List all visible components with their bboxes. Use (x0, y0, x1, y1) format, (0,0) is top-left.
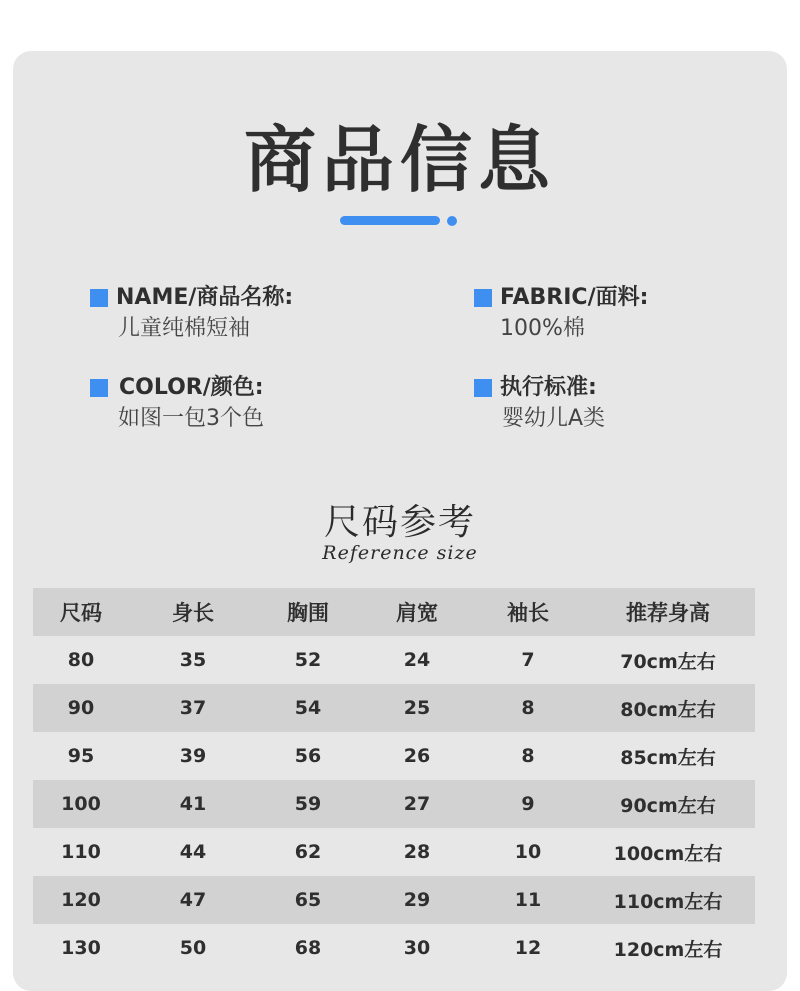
table-cell: 110 (61, 841, 101, 863)
table-cell: 29 (403, 889, 431, 911)
table-cell: 11 (514, 889, 542, 911)
table-cell: 54 (294, 697, 322, 719)
table-cell: 37 (179, 697, 207, 719)
info-standard-label: 执行标准: (500, 375, 597, 400)
table-cell: 90cm左右 (620, 794, 716, 817)
table-cell: 110cm左右 (613, 890, 723, 913)
column-header: 身长 (172, 601, 214, 625)
info-name-label: NAME/商品名称: (116, 285, 294, 310)
column-header: 肩宽 (396, 601, 438, 625)
table-cell: 12 (514, 937, 542, 959)
page-title: 商品信息 (243, 118, 556, 202)
square-bullet-icon (474, 379, 492, 397)
table-cell: 100cm左右 (613, 842, 723, 865)
table-cell: 9 (521, 793, 535, 815)
table-cell: 56 (294, 745, 322, 767)
title-underline-bar (340, 216, 440, 225)
table-row (33, 732, 755, 780)
table-cell: 26 (403, 745, 431, 767)
info-standard-value: 婴幼儿A类 (502, 406, 606, 431)
column-header: 袖长 (507, 601, 549, 625)
info-standard (474, 373, 605, 435)
table-cell: 35 (179, 649, 207, 671)
table-cell: 70cm左右 (620, 650, 716, 673)
table-cell: 62 (294, 841, 322, 863)
table-cell: 7 (521, 649, 535, 671)
table-cell: 80cm左右 (620, 698, 716, 721)
column-header: 胸围 (287, 601, 329, 625)
table-cell: 100 (61, 793, 101, 815)
size-reference-title: 尺码参考 (323, 502, 476, 543)
table-cell: 95 (67, 745, 95, 767)
info-color-label: COLOR/颜色: (119, 375, 264, 400)
info-color (90, 373, 264, 435)
table-cell: 85cm左右 (620, 746, 716, 769)
table-cell: 120 (61, 889, 101, 911)
table-cell: 24 (403, 649, 431, 671)
table-cell: 80 (67, 649, 95, 671)
title-underline-dot (447, 216, 457, 226)
table-row (33, 876, 755, 924)
column-header: 尺码 (60, 601, 102, 625)
table-cell: 39 (179, 745, 207, 767)
table-cell: 10 (514, 841, 542, 863)
table-cell: 41 (179, 793, 207, 815)
table-cell: 120cm左右 (613, 938, 723, 961)
table-cell: 25 (403, 697, 431, 719)
info-name (90, 283, 293, 345)
table-cell: 27 (403, 793, 431, 815)
table-cell: 28 (403, 841, 431, 863)
table-cell: 65 (294, 889, 322, 911)
table-cell: 68 (294, 937, 322, 959)
table-cell: 90 (67, 697, 95, 719)
table-cell: 8 (521, 745, 535, 767)
size-table (33, 588, 755, 972)
info-fabric-value: 100%棉 (500, 316, 585, 341)
table-cell: 52 (294, 649, 322, 671)
size-reference-subtitle: Reference size (322, 542, 478, 564)
info-color-value: 如图一包3个色 (118, 406, 264, 431)
table-cell: 50 (179, 937, 207, 959)
table-row (33, 828, 755, 876)
table-cell: 59 (294, 793, 322, 815)
info-name-value: 儿童纯棉短袖 (118, 316, 251, 341)
info-fabric-label: FABRIC/面料: (500, 285, 649, 310)
table-cell: 47 (179, 889, 207, 911)
table-row (33, 924, 755, 972)
table-cell: 44 (179, 841, 207, 863)
table-header-row (33, 588, 755, 636)
info-fabric (474, 283, 648, 345)
table-row (33, 684, 755, 732)
table-cell: 30 (403, 937, 431, 959)
table-row (33, 636, 755, 684)
column-header: 推荐身高 (626, 601, 710, 625)
square-bullet-icon (90, 379, 108, 397)
table-cell: 130 (61, 937, 101, 959)
table-row (33, 780, 755, 828)
table-cell: 8 (521, 697, 535, 719)
square-bullet-icon (474, 289, 492, 307)
square-bullet-icon (90, 289, 108, 307)
